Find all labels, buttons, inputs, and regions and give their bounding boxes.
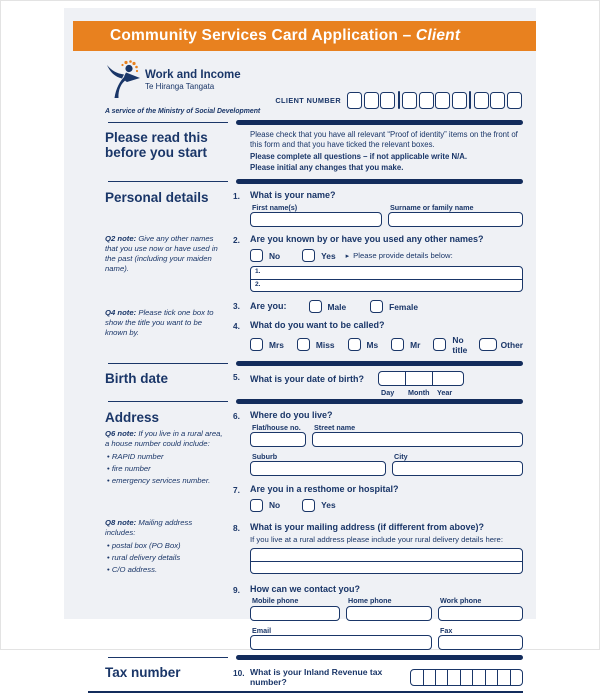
city-input[interactable]	[392, 461, 523, 476]
client-number-separator	[469, 91, 471, 109]
home-phone-input[interactable]	[346, 606, 432, 621]
surname-label: Surname or family name	[390, 203, 474, 213]
q8-label: What is your mailing address (if different from above)?	[250, 521, 485, 532]
client-number-box[interactable]	[402, 92, 417, 109]
q6-label: Where do you live?	[250, 409, 333, 420]
no-label: No	[269, 250, 281, 261]
client-number-separator	[398, 91, 400, 109]
first-name-input[interactable]	[250, 212, 382, 227]
suburb-input[interactable]	[250, 461, 386, 476]
work-and-income-logo-icon	[105, 59, 141, 101]
arrow-right-icon: ▸	[345, 252, 350, 260]
question-7: 7. Are you in a resthome or hospital? No Yes	[233, 484, 523, 512]
q6-note-bullets: • RAPID number • fire number • emergency services number.	[107, 451, 223, 487]
other-name-row-1-input[interactable]: 1.	[255, 268, 261, 276]
other-names-no-checkbox[interactable]	[250, 249, 263, 262]
title-mrs-checkbox[interactable]	[250, 338, 263, 351]
resthome-yes-label: Yes	[321, 500, 336, 511]
work-phone-input[interactable]	[438, 606, 523, 621]
fax-input[interactable]	[438, 635, 523, 650]
client-number-box[interactable]	[347, 92, 362, 109]
question-3: 3. Are you: Male Female	[233, 301, 419, 312]
title-mr-checkbox[interactable]	[391, 338, 404, 351]
logo-block	[105, 59, 260, 115]
q8-sub-label: If you live at a rural address please include your rural delivery details here:	[250, 534, 503, 544]
home-phone-label: Home phone	[348, 596, 392, 606]
resthome-yes-checkbox[interactable]	[302, 499, 315, 512]
question-5: 5. What is your date of birth? Day Month Year	[233, 371, 523, 397]
work-phone-label: Work phone	[440, 596, 482, 606]
section-divider	[105, 179, 523, 184]
question-1: 1. What is your name? First name(s) Surname or family name	[233, 190, 523, 227]
form-title-client: Client	[415, 27, 461, 44]
q7-label: Are you in a resthome or hospital?	[250, 484, 399, 495]
email-label: Email	[252, 625, 272, 635]
dob-day-cell[interactable]	[379, 372, 405, 385]
question-4: 4. What do you want to be called? Mrs Miss Ms Mr No title Other	[233, 320, 523, 355]
female-checkbox[interactable]	[370, 300, 383, 313]
client-number-box[interactable]	[452, 92, 467, 109]
client-number-box[interactable]	[364, 92, 379, 109]
male-label: Male	[327, 301, 347, 312]
section-divider	[105, 655, 523, 660]
section-divider	[105, 399, 523, 404]
q2-label: Are you known by or have you used any other names?	[250, 234, 484, 245]
fax-label: Fax	[440, 625, 453, 635]
q6-note: Q6 note: If you live in a rural area, a house number could include:	[105, 428, 223, 448]
title-none-label: No title	[452, 334, 468, 355]
form-header	[64, 51, 536, 115]
ird-cell[interactable]	[447, 670, 459, 685]
title-none-checkbox[interactable]	[433, 338, 446, 351]
client-number-box[interactable]	[419, 92, 434, 109]
logo-maori-name: Te Hiranga Tangata	[145, 82, 215, 91]
ird-cell[interactable]	[411, 670, 422, 685]
ird-number-input[interactable]	[410, 669, 523, 686]
form-page	[64, 8, 536, 688]
intro-bold-2: Please initial any changes that you make.	[250, 162, 404, 172]
title-miss-label: Miss	[315, 339, 335, 350]
flat-no-input[interactable]	[250, 432, 306, 447]
female-label: Female	[389, 301, 419, 312]
q8-note: Q8 note: Mailing address includes:	[105, 517, 193, 537]
section-divider	[105, 120, 523, 125]
q4-note: Q4 note: Please tick one box to show the title you want to be known by.	[105, 308, 214, 338]
section-tax-number	[64, 665, 536, 688]
q8-note-bullets: • postal box (PO Box) • rural delivery details • C/O address.	[107, 540, 223, 576]
q4-label: What do you want to be called?	[250, 320, 385, 331]
mailing-address-row-1-input[interactable]	[251, 549, 522, 561]
q5-label: What is your date of birth?	[250, 373, 364, 384]
form-title-bar	[73, 21, 536, 51]
city-label: City	[394, 451, 408, 461]
client-number-boxes	[347, 91, 523, 109]
q10-label: What is your Inland Revenue tax number?	[250, 666, 383, 688]
section-personal-details	[64, 190, 536, 355]
intro-heading: Please read this before you start	[105, 130, 208, 161]
ird-cell[interactable]	[497, 670, 509, 685]
q1-label: What is your name?	[250, 190, 336, 201]
yes-label: Yes	[321, 250, 336, 261]
section-birth-date	[64, 371, 536, 397]
ird-cell[interactable]	[423, 670, 435, 685]
client-number-box[interactable]	[380, 92, 395, 109]
date-of-birth-input[interactable]	[378, 371, 464, 386]
other-names-yes-checkbox[interactable]	[302, 249, 315, 262]
first-name-label: First name(s)	[252, 203, 298, 213]
dob-year-cell[interactable]	[432, 372, 463, 385]
title-mrs-label: Mrs	[269, 339, 284, 350]
question-9: 9. How can we contact you? Mobile phone Home phone Work phone Email Fax	[233, 584, 523, 650]
flat-no-label: Flat/house no.	[252, 422, 301, 432]
title-miss-checkbox[interactable]	[297, 338, 310, 351]
client-number-box[interactable]	[474, 92, 489, 109]
q9-label: How can we contact you?	[250, 583, 361, 594]
provide-details-label: Please provide details below:	[353, 251, 453, 261]
client-number-box[interactable]	[507, 92, 522, 109]
title-other-label: Other	[500, 339, 523, 350]
intro-bold-1: Please complete all questions – if not applicable write N/A.	[250, 152, 468, 162]
mailing-address-rows	[250, 548, 523, 574]
male-checkbox[interactable]	[309, 300, 322, 313]
mobile-phone-input[interactable]	[250, 606, 340, 621]
address-heading: Address	[105, 409, 160, 425]
street-name-label: Street name	[314, 422, 356, 432]
title-ms-checkbox[interactable]	[348, 338, 361, 351]
client-number-block	[275, 91, 523, 109]
other-names-rows	[250, 266, 523, 292]
resthome-no-label: No	[269, 500, 281, 511]
question-8: 8. What is your mailing address (if different from above)? If you live at a rural address please include your rural delivery details here:	[233, 522, 523, 574]
ird-cell[interactable]	[435, 670, 447, 685]
ird-cell[interactable]	[485, 670, 497, 685]
client-number-box[interactable]	[490, 92, 505, 109]
title-mr-label: Mr	[410, 339, 421, 350]
section-address	[64, 410, 536, 650]
question-10: 10. What is your Inland Revenue tax number?	[233, 667, 523, 688]
birth-date-heading: Birth date	[105, 370, 169, 386]
title-ms-label: Ms	[366, 339, 379, 350]
section-divider	[105, 361, 523, 366]
personal-details-heading: Personal details	[105, 190, 209, 206]
other-name-row-2-input[interactable]: 2.	[251, 279, 522, 291]
page-bottom-rule	[88, 691, 523, 693]
form-title: Community Services Card Application –	[110, 27, 416, 44]
client-number-box[interactable]	[435, 92, 450, 109]
ministry-tagline: A service of the Ministry of Social Development	[105, 108, 261, 115]
title-other-input[interactable]	[479, 338, 496, 351]
dob-month-cell[interactable]	[405, 372, 432, 385]
q2-note: Q2 note: Give any other names that you use now or have used in the past (including your maiden name).	[105, 234, 218, 274]
question-2: 2. Are you known by or have you used any other names? No Yes ▸ Please provide details below: 1. 2.	[233, 234, 523, 292]
surname-input[interactable]	[388, 212, 523, 227]
email-input[interactable]	[250, 635, 432, 650]
intro-body-text: Please check that you have all relevant “Proof of identity” items on the front of this form and that you have ticked the relevant boxes.	[250, 130, 518, 150]
street-name-input[interactable]	[312, 432, 523, 447]
suburb-label: Suburb	[252, 451, 278, 461]
ird-cell[interactable]	[472, 670, 484, 685]
dob-labels: Day Month Year	[381, 387, 453, 397]
ird-cell[interactable]	[460, 670, 472, 685]
client-number-label: CLIENT NUMBER	[275, 95, 341, 105]
section-intro	[64, 130, 536, 173]
mailing-address-row-2-input[interactable]	[251, 561, 522, 573]
q3-label: Are you:	[250, 301, 287, 312]
ird-cell[interactable]	[510, 670, 522, 685]
logo-org-name: Work and Income	[145, 69, 241, 81]
tax-number-heading: Tax number	[105, 664, 181, 680]
mobile-phone-label: Mobile phone	[252, 596, 299, 606]
resthome-no-checkbox[interactable]	[250, 499, 263, 512]
question-6: 6. Where do you live? Flat/house no. Street name Suburb City	[233, 410, 523, 476]
